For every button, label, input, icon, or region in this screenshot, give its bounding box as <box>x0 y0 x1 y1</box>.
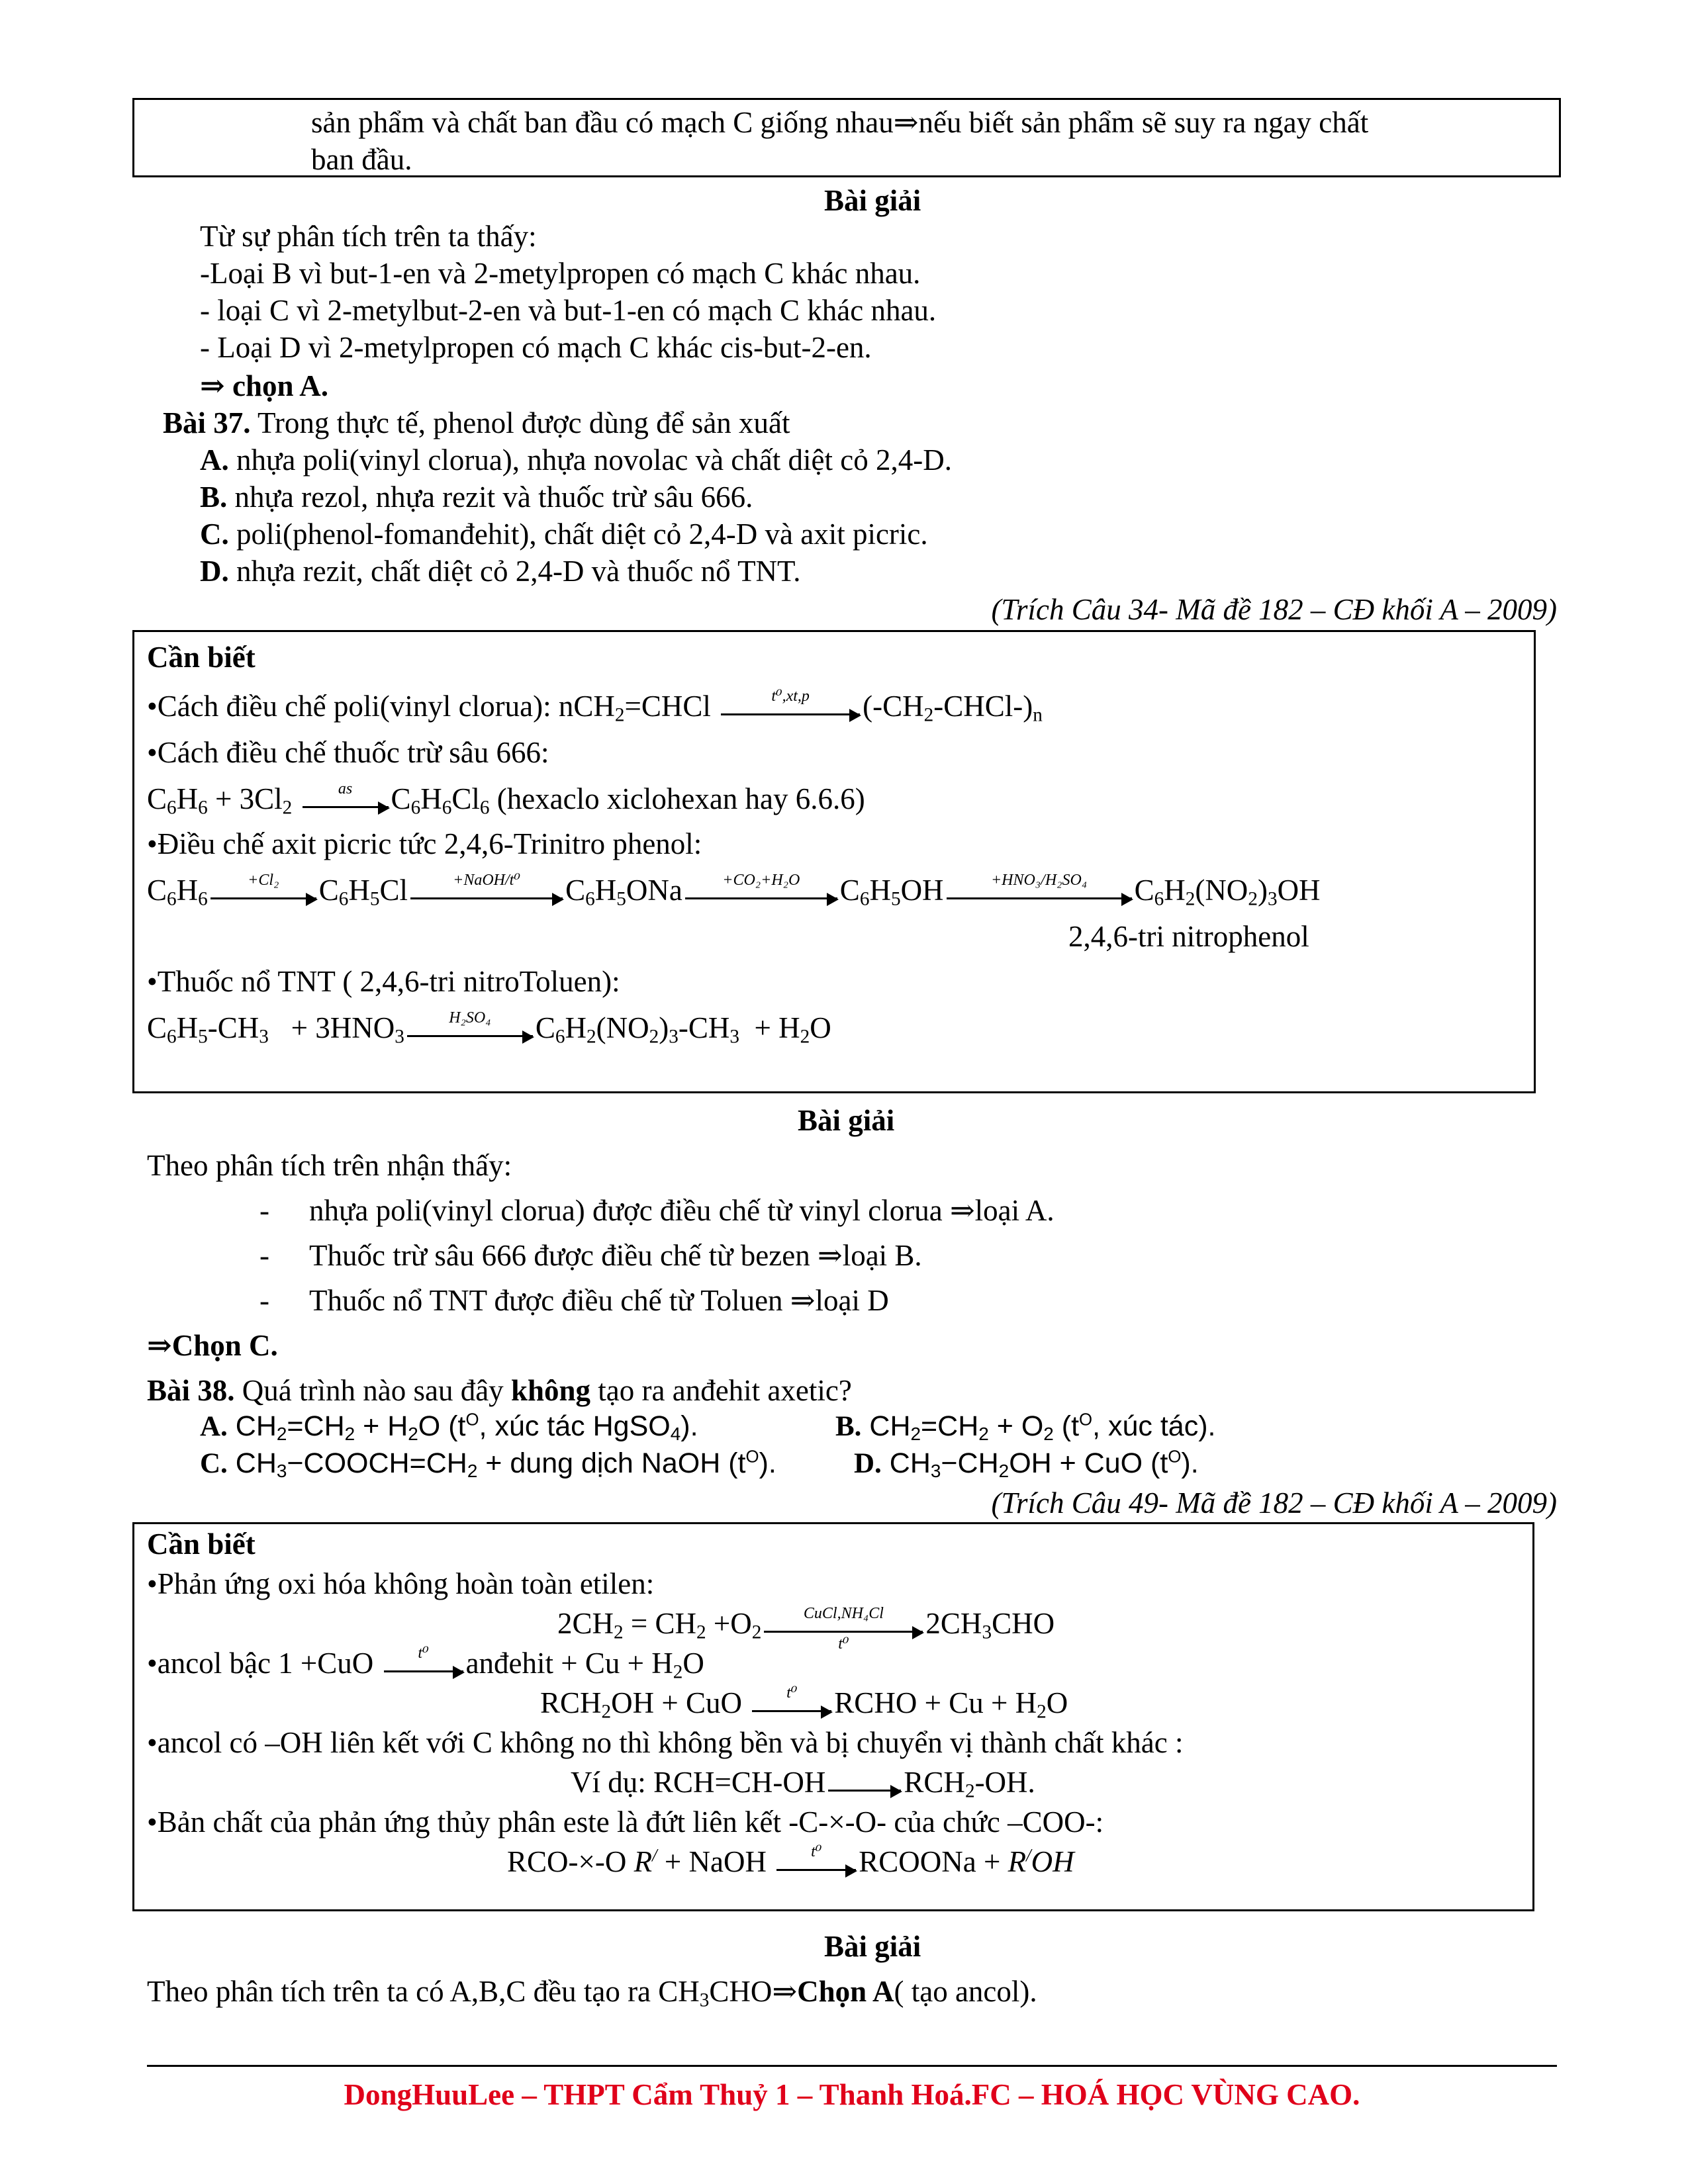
top-note-line1: sản phẩm và chất ban đầu có mạch C giống nhau⇒nếu biết sản phẩm sẽ suy ra ngay chất <box>311 106 1369 139</box>
implies-symbol: ⇒ <box>893 106 919 139</box>
equation-rch2oh: $RCH_2OH$ + CuO t⁰ RCHO + $Cu + H_2O$ <box>540 1684 1068 1723</box>
option-d: D. $CH_3-CH_2OH$ + CuO $(t^O)$. <box>854 1447 1199 1481</box>
picric-name: 2,4,6-tri nitrophenol <box>1068 920 1309 953</box>
list-item: - nhựa poli(vinyl clorua) được điều chế từ vinyl clorua ⇒loại A. <box>259 1194 1055 1227</box>
solution-line: Theo phân tích trên nhận thấy: <box>147 1149 512 1182</box>
answer-choice: ⇒ chọn A. <box>200 369 329 402</box>
equation-ethylene: $2CH_2 = CH_2 +O_2$ CuCl,NH₄Cl t⁰ $2CH_3CHO$ <box>557 1605 1055 1653</box>
option-c: C. $CH_3-COOCH=CH_2$ + dung dịch NaOH $(t^O)$. <box>200 1447 776 1481</box>
option-c: C. poli(phenol-fomanđehit), chất diệt cỏ 2,4-D và axit picric. <box>200 518 928 551</box>
source-citation: (Trích Câu 49- Mã đề 182 – CĐ khối A – 2009) <box>991 1486 1557 1520</box>
box-line-oxidation: •Phản ứng oxi hóa không hoàn toàn etilen: <box>147 1567 655 1600</box>
box-line-picric: •Điều chế axit picric tức 2,4,6-Trinitro phenol: <box>147 827 702 860</box>
option-a: A. nhựa poli(vinyl clorua), nhựa novolac và chất diệt cỏ 2,4-D. <box>200 443 952 477</box>
reaction-arrow: +NaOH/t⁰ <box>410 887 563 899</box>
reaction-arrow: t⁰,xt,p <box>721 703 860 715</box>
box-line-pvc: •Cách điều chế poli(vinyl clorua): nCH$_2$=CHCl t⁰,xt,p $(-CH_2-CHCl-)_n$ <box>147 688 1043 726</box>
option-a: A. $CH_2=CH_2 + H_2O$ ($t^O$, xúc tác HgSO$_4$). <box>200 1410 698 1444</box>
equation-enol: Ví dụ: RCH=CH-OH $RCH_2-OH$. <box>571 1766 1035 1802</box>
box-line-666: •Cách điều chế thuốc trừ sâu 666: <box>147 736 549 769</box>
reaction-arrow: +Cl₂ <box>211 887 316 899</box>
reaction-arrow: +CO₂+H₂O <box>685 887 837 899</box>
source-citation: (Trích Câu 34- Mã đề 182 – CĐ khối A – 2009) <box>991 593 1557 626</box>
option-d: D. nhựa rezit, chất diệt cỏ 2,4-D và thuốc nổ TNT. <box>200 555 801 588</box>
footer-divider <box>147 2065 1557 2067</box>
question-label: Bài 37. <box>163 406 251 439</box>
solution-line: - loại C vì 2-metylbut-2-en và but-1-en có mạch C khác nhau. <box>200 294 937 327</box>
reaction-arrow: H₂SO₄ <box>407 1024 533 1037</box>
solution-heading: Bài giải <box>824 1930 921 1963</box>
equation-picric: $C_6H_6$ +Cl₂ $C_6H_5Cl$ +NaOH/t⁰ $C_6H_5ONa$ +CO₂+H₂O $C_6H_5OH$ +HNO₃/H₂SO₄ $C_6H_2(NO_2)_3OH$ <box>147 872 1321 910</box>
box-line-enol: •ancol có –OH liên kết với C không no thì không bền và bị chuyển vị thành chất khác : <box>147 1726 1184 1759</box>
answer-choice: ⇒Chọn C. <box>147 1329 278 1362</box>
equation-ester: RCO-×-O R/ + NaOH t⁰ RCOONa + R/OH <box>507 1843 1074 1878</box>
solution-heading: Bài giải <box>824 184 921 217</box>
equation-tnt: $C_6H_5-CH_3 + 3HNO_3$ H₂SO₄ $C_6H_2(NO_2)_3-CH_3 + H_2O$ <box>147 1009 831 1048</box>
reaction-arrow <box>828 1779 901 1792</box>
top-note-line2: ban đầu. <box>311 143 412 176</box>
box-title: Cần biết <box>147 1527 256 1561</box>
question-37: Bài 37. Trong thực tế, phenol được dùng để sản xuất <box>163 406 790 439</box>
reaction-arrow: t⁰ <box>384 1660 463 1672</box>
box-title: Cần biết <box>147 641 256 674</box>
equation-666: $C_6H_6 + 3Cl_2$ as $C_6H_6Cl_6$ (hexaclo xiclohexan hay 6.6.6) <box>147 780 865 819</box>
reaction-arrow: as <box>303 796 389 808</box>
option-b: B. nhựa rezol, nhựa rezit và thuốc trừ sâu 666. <box>200 480 753 514</box>
solution-line: -Loại B vì but-1-en và 2-metylpropen có mạch C khác nhau. <box>200 257 921 290</box>
reaction-arrow: t⁰ <box>776 1858 856 1871</box>
reaction-arrow: t⁰ <box>752 1700 831 1712</box>
solution-line: Từ sự phân tích trên ta thấy: <box>200 220 537 253</box>
box-line-ester: •Bản chất của phản ứng thủy phân este là đứt liên kết -C-×-O- của chức –COO-: <box>147 1805 1104 1839</box>
list-item: - Thuốc nổ TNT được điều chế từ Toluen ⇒loại D <box>259 1284 889 1317</box>
reaction-arrow: CuCl,NH₄Cl t⁰ <box>764 1620 923 1633</box>
implies-symbol: ⇒ <box>200 369 225 402</box>
solution-heading: Bài giải <box>798 1104 895 1137</box>
box-line-ancol: •ancol bậc 1 +CuO t⁰ anđehit + $Cu + H_2O$ <box>147 1645 704 1683</box>
solution-line: - Loại D vì 2-metylpropen có mạch C khác cis-but-2-en. <box>200 331 872 364</box>
reaction-arrow: +HNO₃/H₂SO₄ <box>947 887 1132 899</box>
page-footer: DongHuuLee – THPT Cẩm Thuỷ 1 – Thanh Hoá.FC – HOÁ HỌC VÙNG CAO. <box>344 2078 1360 2111</box>
solution-line: Theo phân tích trên ta có A,B,C đều tạo ra $CH_3CHO\Rightarrow Chọn$ A( tạo ancol). <box>147 1975 1037 2011</box>
list-item: - Thuốc trừ sâu 666 được điều chế từ bezen ⇒loại B. <box>259 1239 922 1272</box>
box-line-tnt: •Thuốc nổ TNT ( 2,4,6-tri nitroToluen): <box>147 965 620 998</box>
option-b: B. $CH_2=CH_2 + O_2$ ($t^O$, xúc tác). <box>835 1410 1216 1444</box>
question-38: Bài 38. Quá trình nào sau đây không tạo ra anđehit axetic? <box>147 1374 852 1407</box>
